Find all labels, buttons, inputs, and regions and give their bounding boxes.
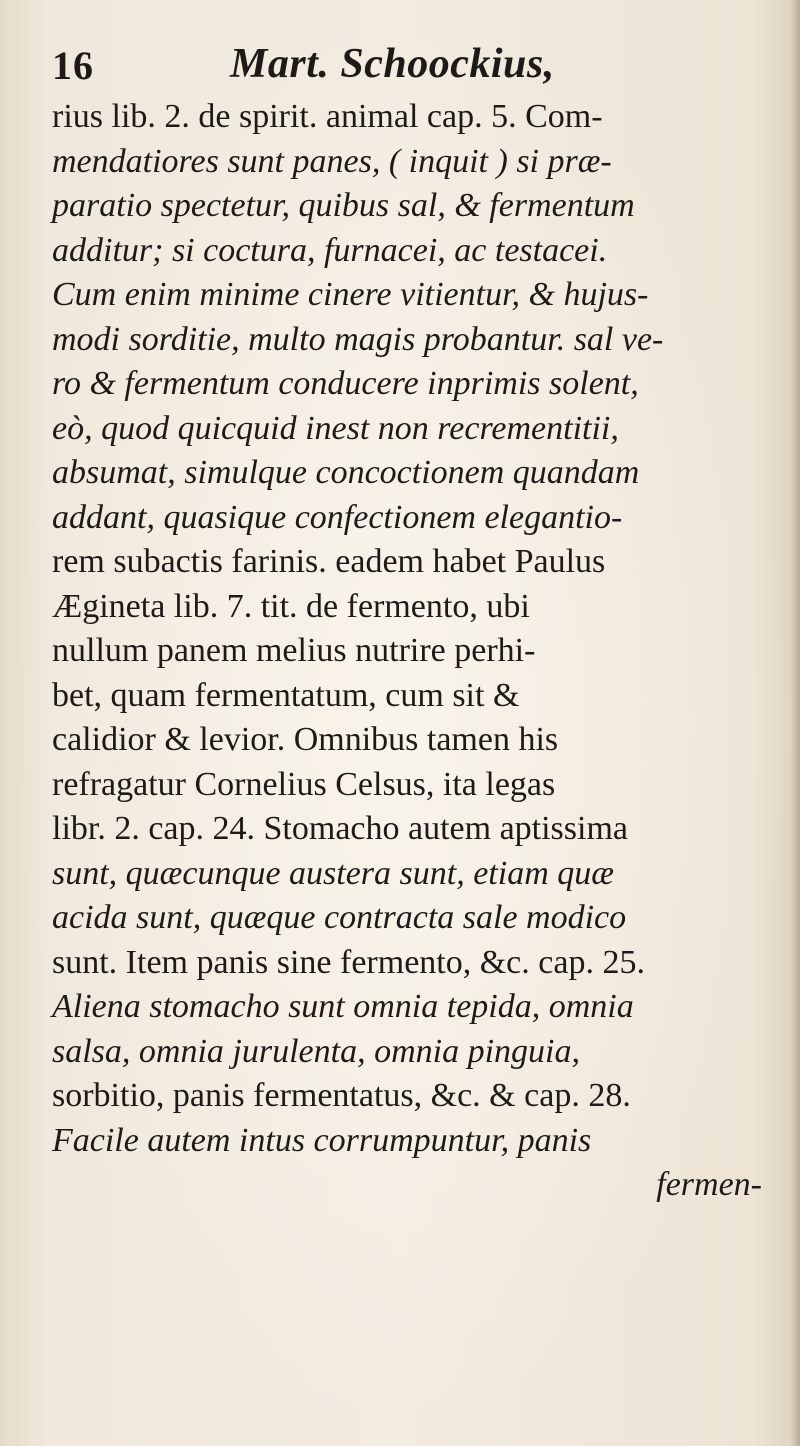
text-line: Facile autem intus corrumpuntur, panis [52,1121,592,1159]
body-text [52,95,772,1208]
text-line: addant, quasique confectionem elegantio- [52,498,623,536]
catchword: fermen- [656,1166,762,1203]
text-line: ro & fermentum conducere inprimis solent, [52,365,639,402]
text-line: calidior & levior. Omnibus tamen his [52,721,559,758]
text-line: refragatur Cornelius Celsus, ita legas [52,765,556,803]
text-line: bet, quam fermentatum, cum sit & [52,676,520,714]
page-edge-shadow [790,0,800,1446]
text-line: salsa, omnia jurulenta, omnia pinguia, [52,1032,580,1070]
text-line: sunt. Item panis sine fermento, &c. cap. 25. [52,943,645,981]
text-line: Cum enim minime cinere vitientur, & hujus- [52,276,649,313]
text-line: Ægineta lib. 7. tit. de fermento, ubi [52,587,530,625]
text-line: eò, quod quicquid inest non recrementitii, [52,409,619,447]
text-line: sunt, quæcunque austera sunt, etiam quæ [52,854,614,892]
text-line: additur; si coctura, furnacei, ac testacei. [52,231,608,269]
text-line: nullum panem melius nutrire perhi- [52,632,536,669]
text-line: mendatiores sunt panes, ( inquit ) si præ- [52,142,612,180]
page-header [52,40,772,92]
text-line: sorbitio, panis fermentatus, &c. & cap. 28. [52,1077,631,1114]
text-line: modi sorditie, multo magis probantur. sal ve- [52,320,664,358]
text-line: libr. 2. cap. 24. Stomacho autem aptissima [52,810,629,847]
text-line: rem subactis farinis. eadem habet Paulus [52,543,606,580]
text-line: paratio spectetur, quibus sal, & fermentum [52,187,635,224]
text-line: absumat, simulque concoctionem quandam [52,454,640,491]
text-line: acida sunt, quæque contracta sale modico [52,899,627,936]
running-head: Mart. Schoockius, [230,41,555,87]
text-line: Aliena stomacho sunt omnia tepida, omnia [52,988,634,1025]
text-line: rius lib. 2. de spirit. animal cap. 5. Com- [52,98,603,135]
page-number: 16 [52,43,94,88]
